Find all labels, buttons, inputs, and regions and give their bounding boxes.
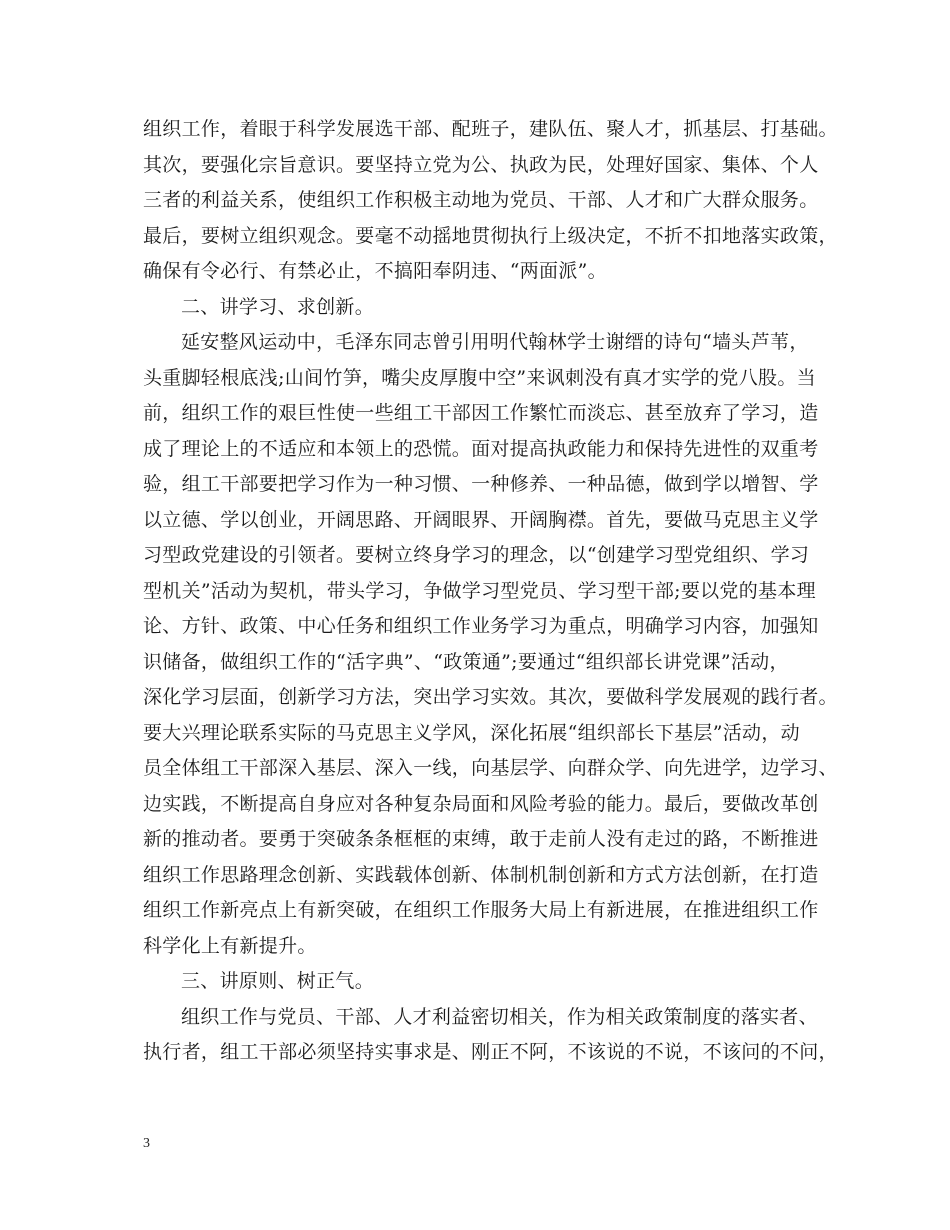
text-line: 要大兴理论联系实际的马克思主义学风，深化拓展“组织部长下基层”活动，动 [143,721,800,744]
text-line: 组织工作与党员、干部、人才利益密切相关，作为相关政策制度的落实者、 [181,1005,818,1028]
document-body [143,112,843,1071]
text-line: 边实践，不断提高自身应对各种复杂局面和风险考验的能力。最后，要做改革创 [143,792,819,815]
text-line: 前，组织工作的艰巨性使一些组工干部因工作繁忙而淡忘、甚至放弃了学习，造 [143,402,819,424]
text-line: 员全体组工干部深入基层、深入一线，向基层学、向群众学、向先进学，边学习、 [143,757,838,779]
text-line: 延安整风运动中，毛泽东同志曾引用明代翰林学士谢缙的诗句“墙头芦苇， [181,331,809,353]
text-line: 组织工作思路理念创新、实践载体创新、体制机制创新和方式方法创新，在打造 [143,863,819,886]
text-line: 深化学习层面，创新学习方法，突出学习实效。其次，要做科学发展观的践行者。 [143,686,838,708]
text-line: 其次，要强化宗旨意识。要坚持立党为公、执政为民，处理好国家、集体、个人 [143,153,819,176]
text-line: 成了理论上的不适应和本领上的恐慌。面对提高执政能力和保持先进性的双重考 [143,437,819,460]
text-line: 头重脚轻根底浅;山间竹笋，嘴尖皮厚腹中空”来讽刺没有真才实学的党八股。当 [143,366,816,389]
text-line: 二、讲学习、求创新。 [181,295,375,318]
text-line: 以立德、学以创业，开阔思路、开阔眼界、开阔胸襟。首先，要做马克思主义学 [143,508,819,531]
text-line: 新的推动者。要勇于突破条条框框的束缚，敢于走前人没有走过的路，不断推进 [143,828,819,850]
text-line: 组织工作新亮点上有新突破，在组织工作服务大局上有新进展，在推进组织工作 [143,899,819,921]
text-line: 三者的利益关系，使组织工作积极主动地为党员、干部、人才和广大群众服务。 [143,189,819,211]
text-line: 论、方针、政策、中心任务和组织工作业务学习为重点，明确学习内容，加强知 [143,615,819,637]
text-line: 最后，要树立组织观念。要毫不动摇地贯彻执行上级决定，不折不扣地落实政策， [143,224,838,247]
text-line: 验，组工干部要把学习作为一种习惯、一种修养、一种品德，做到学以增智、学 [143,473,819,495]
text-line: 组织工作，着眼于科学发展选干部、配班子，建队伍、聚人才，抓基层、打基础。 [143,118,838,140]
text-line: 科学化上有新提升。 [143,934,317,957]
text-line: 习型政党建设的引领者。要树立终身学习的理念，以“创建学习型党组织、学习 [143,544,810,566]
text-line: 识储备，做组织工作的“活字典”、“政策通”;要通过“组织部长讲党课”活动， [143,650,789,673]
text-line: 执行者，组工干部必须坚持实事求是、刚正不阿，不该说的不说，不该问的不问， [143,1041,838,1063]
text-line: 确保有令必行、有禁必止，不搞阳奉阴违、“两面派”。 [143,260,607,282]
page-number: 3 [143,1136,150,1151]
text-line: 型机关”活动为契机，带头学习，争做学习型党员、学习型干部;要以党的基本理 [143,579,816,602]
text-line: 三、讲原则、树正气。 [181,970,375,992]
